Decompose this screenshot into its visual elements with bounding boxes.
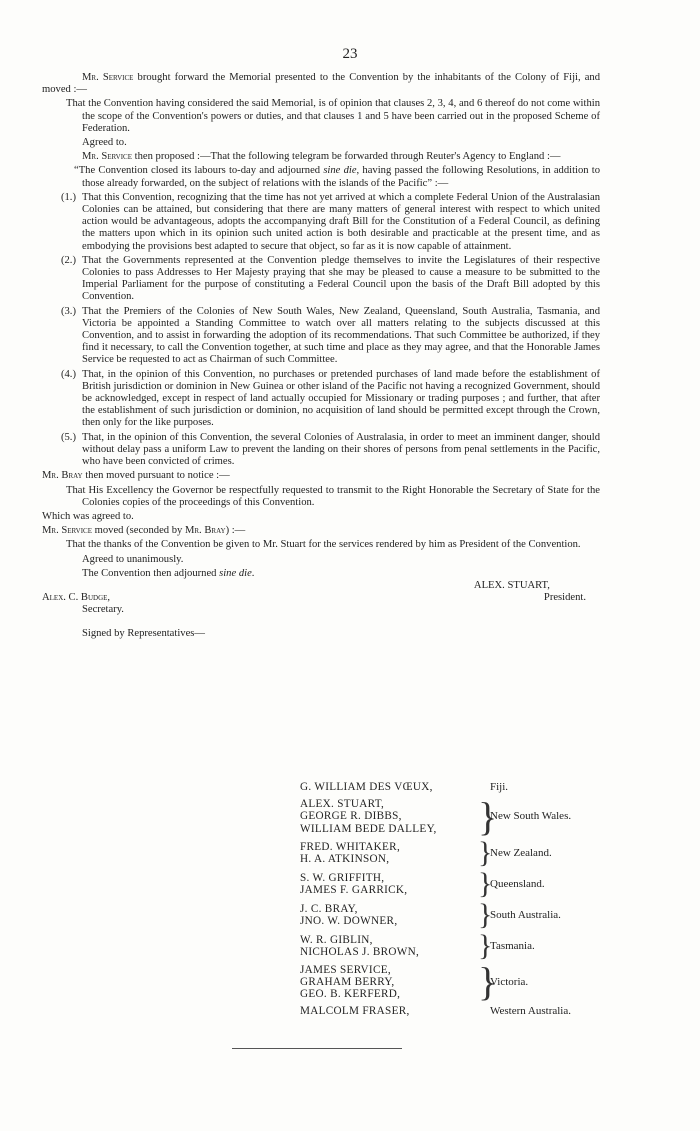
signatory-name: NICHOLAS J. BROWN, bbox=[300, 945, 420, 958]
telegram-intro: “The Convention closed its labours to-day and adjourned sine die, having passed the following Resolutions, in addition to those already forwarded, on the subject of relations with the islands of the Pacific” :— bbox=[74, 165, 601, 189]
agreed-to-1: Agreed to. bbox=[82, 137, 127, 149]
signatory-group bbox=[300, 897, 630, 931]
resolution-list bbox=[42, 192, 600, 468]
service-telegram-paragraph: Mr. Service then proposed :—That the following telegram be forwarded through Reuter's Agency to England :— bbox=[82, 151, 561, 163]
adjourned-line: The Convention then adjourned sine die. bbox=[82, 567, 255, 579]
secretary-block bbox=[42, 580, 124, 616]
signatory-name: MALCOLM FRASER, bbox=[300, 1005, 410, 1018]
signatory-name: JAMES F. GARRICK, bbox=[300, 883, 408, 896]
resolution-number: (3.) bbox=[60, 305, 76, 317]
signatory-name: ALEX. STUART, bbox=[300, 798, 385, 811]
colony-name: Fiji. bbox=[490, 781, 509, 793]
colony-name: New South Wales. bbox=[490, 810, 572, 823]
resolution-item bbox=[42, 255, 600, 304]
signatory-name: GEORGE R. DIBBS, bbox=[300, 810, 402, 823]
signatory-names bbox=[300, 841, 478, 865]
colony-name: New Zealand. bbox=[490, 846, 552, 859]
signatory-name: FRED. WHITAKER, bbox=[300, 840, 401, 853]
colony-name: Queensland. bbox=[490, 877, 545, 890]
signatory-name: H. A. ATKINSON, bbox=[300, 852, 390, 865]
brace-glyph: } bbox=[478, 835, 493, 869]
colony-name: Tasmania. bbox=[490, 939, 535, 952]
signature-row bbox=[42, 580, 600, 616]
signatory-names bbox=[300, 781, 478, 793]
resolution-number: (5.) bbox=[60, 431, 76, 443]
signatory-name: S. W. GRIFFITH, bbox=[300, 871, 385, 884]
colony-name: Western Australia. bbox=[490, 1005, 571, 1018]
colony-name: Victoria. bbox=[490, 976, 529, 989]
end-rule bbox=[232, 1048, 402, 1049]
signatory-names bbox=[300, 872, 478, 896]
signatory-group bbox=[300, 928, 630, 962]
page-number: 23 bbox=[342, 46, 358, 62]
service-thanks-paragraph: Mr. Service moved (seconded by Mr. Bray) :— bbox=[42, 525, 246, 537]
colony-name: South Australia. bbox=[490, 908, 561, 921]
brace-glyph: } bbox=[478, 793, 498, 839]
service-memorial-paragraph: Mr. Service brought forward the Memorial presented to the Convention by the inhabitants of the Colony of Fiji, and moved :— bbox=[42, 72, 600, 96]
signatory-name: GEO. B. KERFERD, bbox=[300, 988, 401, 1001]
brace-glyph: } bbox=[478, 928, 493, 962]
signatory-name: WILLIAM BEDE DALLEY, bbox=[300, 822, 437, 835]
signatory-name: J. C. BRAY, bbox=[300, 902, 358, 915]
signatory-name: JAMES SERVICE, bbox=[300, 963, 391, 976]
signatory-group bbox=[300, 781, 630, 793]
agreed-unanimously: Agreed to unanimously. bbox=[82, 553, 184, 565]
signatory-names bbox=[300, 934, 478, 958]
brace-glyph: } bbox=[478, 959, 498, 1005]
signatory-name: W. R. GIBLIN, bbox=[300, 933, 373, 946]
resolution-item bbox=[42, 369, 600, 430]
signatory-name: JNO. W. DOWNER, bbox=[300, 914, 398, 927]
governor-resolution: That His Excellency the Governor be respectfully requested to transmit to the Right Honorable the Secretary of State for the Colonies copies of the proceedings of this Convention. bbox=[66, 484, 600, 508]
signatory-name: G. WILLIAM DES VŒUX, bbox=[300, 781, 433, 793]
brace-glyph: } bbox=[478, 866, 493, 900]
signatory-group bbox=[300, 959, 630, 1005]
signatory-names bbox=[300, 964, 478, 1001]
minutes-body bbox=[42, 72, 600, 641]
signatory-group bbox=[300, 793, 630, 839]
signed-by-line: Signed by Representatives— bbox=[82, 628, 205, 640]
signatory-group bbox=[300, 835, 630, 869]
signatory-names bbox=[300, 903, 478, 927]
signatory-name: GRAHAM BERRY, bbox=[300, 976, 395, 989]
brace-glyph: } bbox=[478, 897, 493, 931]
secretary-title: Secretary. bbox=[82, 604, 124, 616]
president-title: President. bbox=[543, 592, 586, 604]
signatory-group bbox=[300, 1005, 630, 1017]
president-name: ALEX. STUART, bbox=[473, 579, 550, 591]
thanks-resolution: That the thanks of the Convention be given to Mr. Stuart for the services rendered by him as President of the Convention. bbox=[66, 539, 581, 551]
signatory-group bbox=[300, 866, 630, 900]
resolution-item bbox=[42, 432, 600, 469]
signatories-table bbox=[300, 781, 630, 1023]
signatory-names bbox=[300, 1005, 478, 1017]
resolution-item bbox=[42, 306, 600, 367]
resolution-item bbox=[42, 192, 600, 253]
secretary-name: Alex. C. Budge, bbox=[42, 591, 111, 603]
resolution-number: (2.) bbox=[60, 254, 76, 266]
bray-notice-paragraph: Mr. Bray then moved pursuant to notice :— bbox=[42, 470, 230, 482]
president-block bbox=[474, 580, 586, 616]
resolution-text: That, in the opinion of this Convention, no purchases or pretended purchases of land made before the establishment of British jurisdiction or dominion in New Guinea or other island of the Pacific not having a recognized Government, should be acknowledged, except in respect of land actually occupied for Missionary or trading purposes ; and further, that after the establishment of such jurisdiction or dominion, no acquisition of land should be permitted except through the Crown, then only for the like purposes. bbox=[82, 368, 600, 429]
memorial-resolution: That the Convention having considered the said Memorial, is of opinion that clauses 2, 3, 4, and 6 thereof do not come within the scope of the Convention's powers or duties, and that clauses 1 and 5 have been carried out in the proposed Scheme of Federation. bbox=[66, 98, 600, 134]
resolution-number: (4.) bbox=[60, 368, 76, 380]
resolution-text: That this Convention, recognizing that the time has not yet arrived at which a complete Federal Union of the Australasian Colonies can be attained, but considering that there are many matters of general interest with respect to which united action would be advantageous, adopts the accompanying draft Bill for the Constitution of a Federal Council, as defining the matters upon which in its opinion such united action is both desirable and practicable at the present time, and as embodying the provisions best adapted to secure that object, so far as it is now capable of attainment. bbox=[82, 191, 600, 252]
resolution-number: (1.) bbox=[60, 191, 76, 203]
resolution-text: That the Governments represented at the Convention pledge themselves to invite the Legislatures of their respective Colonies to pass Addresses to Her Majesty praying that she may be pleased to cause a measure to be submitted to the Imperial Parliament for the purpose of constituting a Federal Council upon the basis of the Draft Bill adopted by this Convention. bbox=[82, 254, 600, 303]
agreed-to-2: Which was agreed to. bbox=[42, 510, 134, 522]
resolution-text: That the Premiers of the Colonies of New South Wales, New Zealand, Queensland, South Australia, Tasmania, and Victoria be appointed a Standing Committee to watch over all matters relating to the subjects discussed at this Convention, and to assist in forwarding the adoption of its recommendations. That such Committee be authorized, if they find it necessary, to call the Convention together, at such time and place as they may agree, and that the Honorable James Service be requested to act as Chairman of such Committee. bbox=[82, 305, 600, 366]
resolution-text: That, in the opinion of this Convention, the several Colonies of Australasia, in order to meet an imminent danger, should without delay pass a uniform Law to prevent the landing on their shores of persons from penal settlements in the Pacific, who have been convicted of crimes. bbox=[82, 431, 600, 468]
signatory-names bbox=[300, 798, 478, 835]
